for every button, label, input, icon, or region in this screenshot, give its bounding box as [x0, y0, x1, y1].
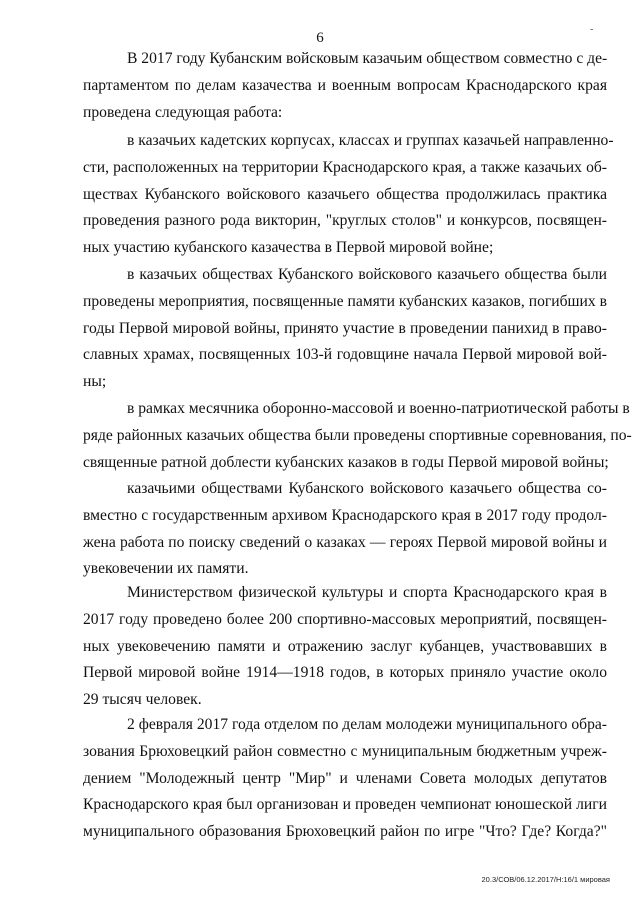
page-number: 6 [316, 30, 324, 46]
text-line: Первой мировой войне 1914—1918 годов, в которых приняло участие около [83, 664, 607, 682]
text-line: 2 февраля 2017 года отделом по делам молодежи муниципального обра- [127, 716, 607, 733]
text-line: дением "Молодежный центр "Мир" и членами Совета молодых депутатов [83, 769, 607, 787]
text-line: проведены мероприятия, посвященные памяти кубанских казаков, погибших в [83, 292, 607, 310]
paragraph-2 [83, 128, 614, 262]
paragraph-3 [83, 262, 607, 396]
text-line: увековечении их памяти. [83, 560, 249, 578]
corner-mark: - [590, 24, 594, 35]
text-line: муниципального образования Брюховецкий район по игре "Что? Где? Когда?" [83, 823, 607, 841]
text-line: ных участию кубанского казачества в Первой мировой войне; [83, 239, 494, 257]
paragraph-4 [83, 396, 632, 476]
text-line: годы Первой мировой войны, принято участие в проведении панихид в право- [83, 319, 607, 337]
text-line: в казачьих кадетских корпусах, классах и группах казачьей направленно- [127, 132, 614, 149]
text-line: ных увековечению памяти и отражению заслуг кубанцев, участвовавших в [83, 637, 607, 655]
text-line: ряде районных казачьих общества были проведены спортивные соревнования, по- [83, 426, 632, 444]
paragraph-1 [83, 46, 607, 126]
text-line: 2017 году проведено более 200 спортивно-массовых мероприятий, посвящен- [83, 610, 607, 628]
text-line: священные ратной доблести кубанских казаков в годы Первой мировой войны; [83, 453, 609, 471]
text-line: партаментом по делам казачества и военным вопросам Краснодарского края [83, 76, 607, 94]
text-line: ществах Кубанского войскового казачьего общества продолжилась практика [83, 185, 607, 203]
text-line: Министерством физической культуры и спорта Краснодарского края в [127, 584, 607, 601]
text-line: проведения разного рода викторин, "круглых столов" и конкурсов, посвящен- [83, 212, 607, 230]
paragraph-6 [83, 580, 607, 714]
text-line: в рамках месячника оборонно-массовой и военно-патриотической работы в [127, 400, 630, 417]
text-line: В 2017 году Кубанским войсковым казачьим обществом совместно с де- [127, 50, 608, 67]
text-line: 29 тысяч человек. [83, 691, 202, 709]
text-line: проведена следующая работа: [83, 103, 283, 121]
text-line: зования Брюховецкий район совместно с муниципальным бюджетным учреж- [83, 742, 607, 760]
text-line: Краснодарского края был организован и проведен чемпионат юношеской лиги [83, 796, 607, 814]
text-line: сти, расположенных на территории Краснодарского края, а также казачьих об- [83, 158, 607, 176]
text-line: в казачьих обществах Кубанского войскового казачьего общества были [127, 266, 607, 283]
text-line: славных храмах, посвященных 103-й годовщине начала Первой мировой вой- [83, 346, 607, 364]
text-line: жена работа по поиску сведений о казаках — героях Первой мировой войны и [83, 533, 607, 551]
document-footer-code: 20.3/СОВ/06.12.2017/Н:16/1 мировая [481, 875, 610, 884]
text-line: казачьими обществами Кубанского войскового казачьего общества со- [127, 480, 607, 497]
text-line: вместно с государственным архивом Краснодарского края в 2017 году продол- [83, 506, 607, 524]
paragraph-5 [83, 476, 607, 583]
text-line: ны; [83, 373, 107, 391]
paragraph-7 [83, 712, 607, 846]
